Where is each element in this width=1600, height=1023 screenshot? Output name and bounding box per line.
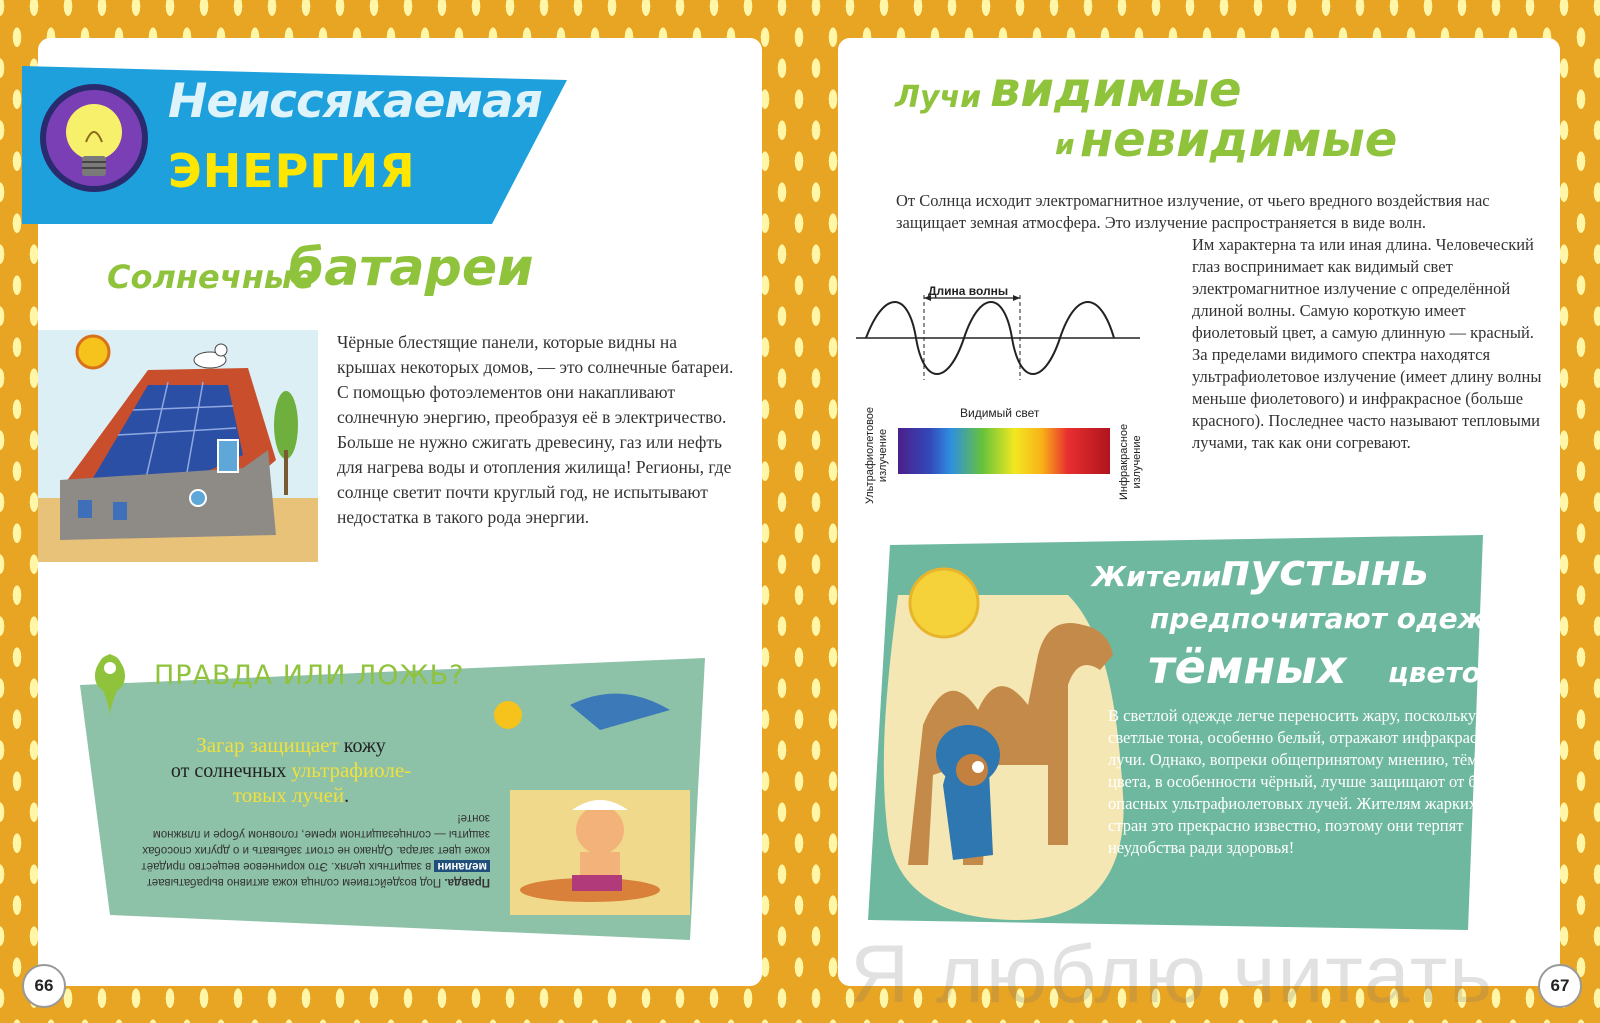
intro-text: От Солнца исходит электромагнитное излучение, от чьего вредного воздействия нас защищает земная атмосфера. Это излучение распространяется в виде волн.: [896, 191, 1490, 232]
desert-heading-word: пустынь: [1220, 545, 1429, 596]
desert-text: В светлой одежде легче переносить жару, поскольку светлые тона, особенно белый, отражают инфракрасные лучи. Однако, вопреки общепринятому мнению, тёмные цвета, в особенности чёрный, лучше защищают от более опасных ультрафиолетовых лучей. Жителям жарких стран это прекрасно известно, поэтому они терпят неудобства ради здоровья!: [1108, 706, 1508, 857]
rays-heading-word: Лучи: [895, 80, 982, 115]
true-or-false-title: ПРАВДА ИЛИ ЛОЖЬ?: [154, 660, 465, 691]
claim-part: от солнечных: [170, 760, 292, 782]
desert-heading-word: тёмных: [1148, 640, 1347, 694]
solar-house-illustration: [38, 330, 318, 562]
answer-text: в защитных целях. Это коричневое вещество придаёт коже цвет загара. Однако не стоит забывать и о других способах защиты — солнцезащитном креме, головном уборе и пляжном зонте!: [141, 812, 490, 872]
true-or-false-claim: [136, 733, 446, 808]
desert-heading-word: цветов!: [1388, 656, 1512, 689]
claim-part: .: [344, 785, 350, 807]
solar-text: Чёрные блестящие панели, которые видны на крышах некоторых домов, — это солнечные батареи. С помощью фотоэлементов они накапливают солнечную энергию, преобразуя её в электричество. Больше не нужно сжигать древесину, газ или нефть для нагрева воды и отопления жилища! Регионы, где солнце светит почти круглый год, не испытывают недостатка в такого рода энергии.: [337, 332, 734, 527]
answer-lead: Правда.: [444, 876, 490, 888]
infrared-label-line1: Инфракрасное: [1118, 423, 1130, 500]
page-number-right: 67: [1538, 964, 1582, 1008]
banner-title-line1: Неиссякаемая: [168, 74, 542, 129]
rays-heading-word: и: [1055, 128, 1075, 161]
spectrum-explanation-text: Им характерна та или иная длина. Человеческий глаз воспринимает как видимый свет электромагнитное излучение с определённой длиной волны. Самую короткую имеет фиолетовый цвет, а самую длинную — красный. За пределами видимого спектра находятся ультрафиолетовое излучение (имеет длину волны меньше фиолетового) и инфракрасное (больше красного). Последнее часто называют тепловыми лучами, так как они согревают.: [1192, 235, 1542, 452]
light-bulb-icon: [38, 82, 150, 194]
claim-part-highlight: товых лучей: [232, 783, 345, 807]
claim-part-highlight: Загар защищает: [196, 733, 339, 757]
wavelength-label: Длина волны: [928, 284, 1009, 298]
infrared-label: [1118, 424, 1144, 500]
rays-heading-word: невидимые: [1080, 112, 1398, 168]
desert-heading-word: Жители: [1092, 560, 1222, 593]
ultraviolet-label-line1: Ультрафиолетовое: [864, 406, 876, 504]
visible-spectrum-bar: [898, 428, 1110, 474]
true-or-false-answer-upside-down: [140, 810, 490, 890]
ultraviolet-label: [864, 407, 890, 504]
infrared-label-line2: излучение: [1131, 435, 1143, 489]
claim-part: кожу: [338, 735, 386, 757]
answer-keyword: меланин: [434, 860, 490, 872]
claim-part-highlight: ультрафиоле-: [291, 758, 412, 782]
watermark: Я люблю читать: [850, 929, 1495, 1020]
rays-heading-word: видимые: [990, 62, 1242, 118]
banner-title-line2: ЭНЕРГИЯ: [168, 144, 416, 198]
ultraviolet-label-line2: излучение: [877, 428, 889, 483]
page-number-left: 66: [22, 964, 66, 1008]
visible-light-label: Видимый свет: [960, 406, 1040, 420]
desert-heading-word: предпочитают одежду: [1150, 602, 1527, 635]
answer-text: Под воздействием солнца кожа активно вырабатывает: [146, 876, 445, 888]
solar-heading-small: Солнечные: [107, 258, 315, 296]
solar-heading-big: батареи: [288, 238, 534, 298]
